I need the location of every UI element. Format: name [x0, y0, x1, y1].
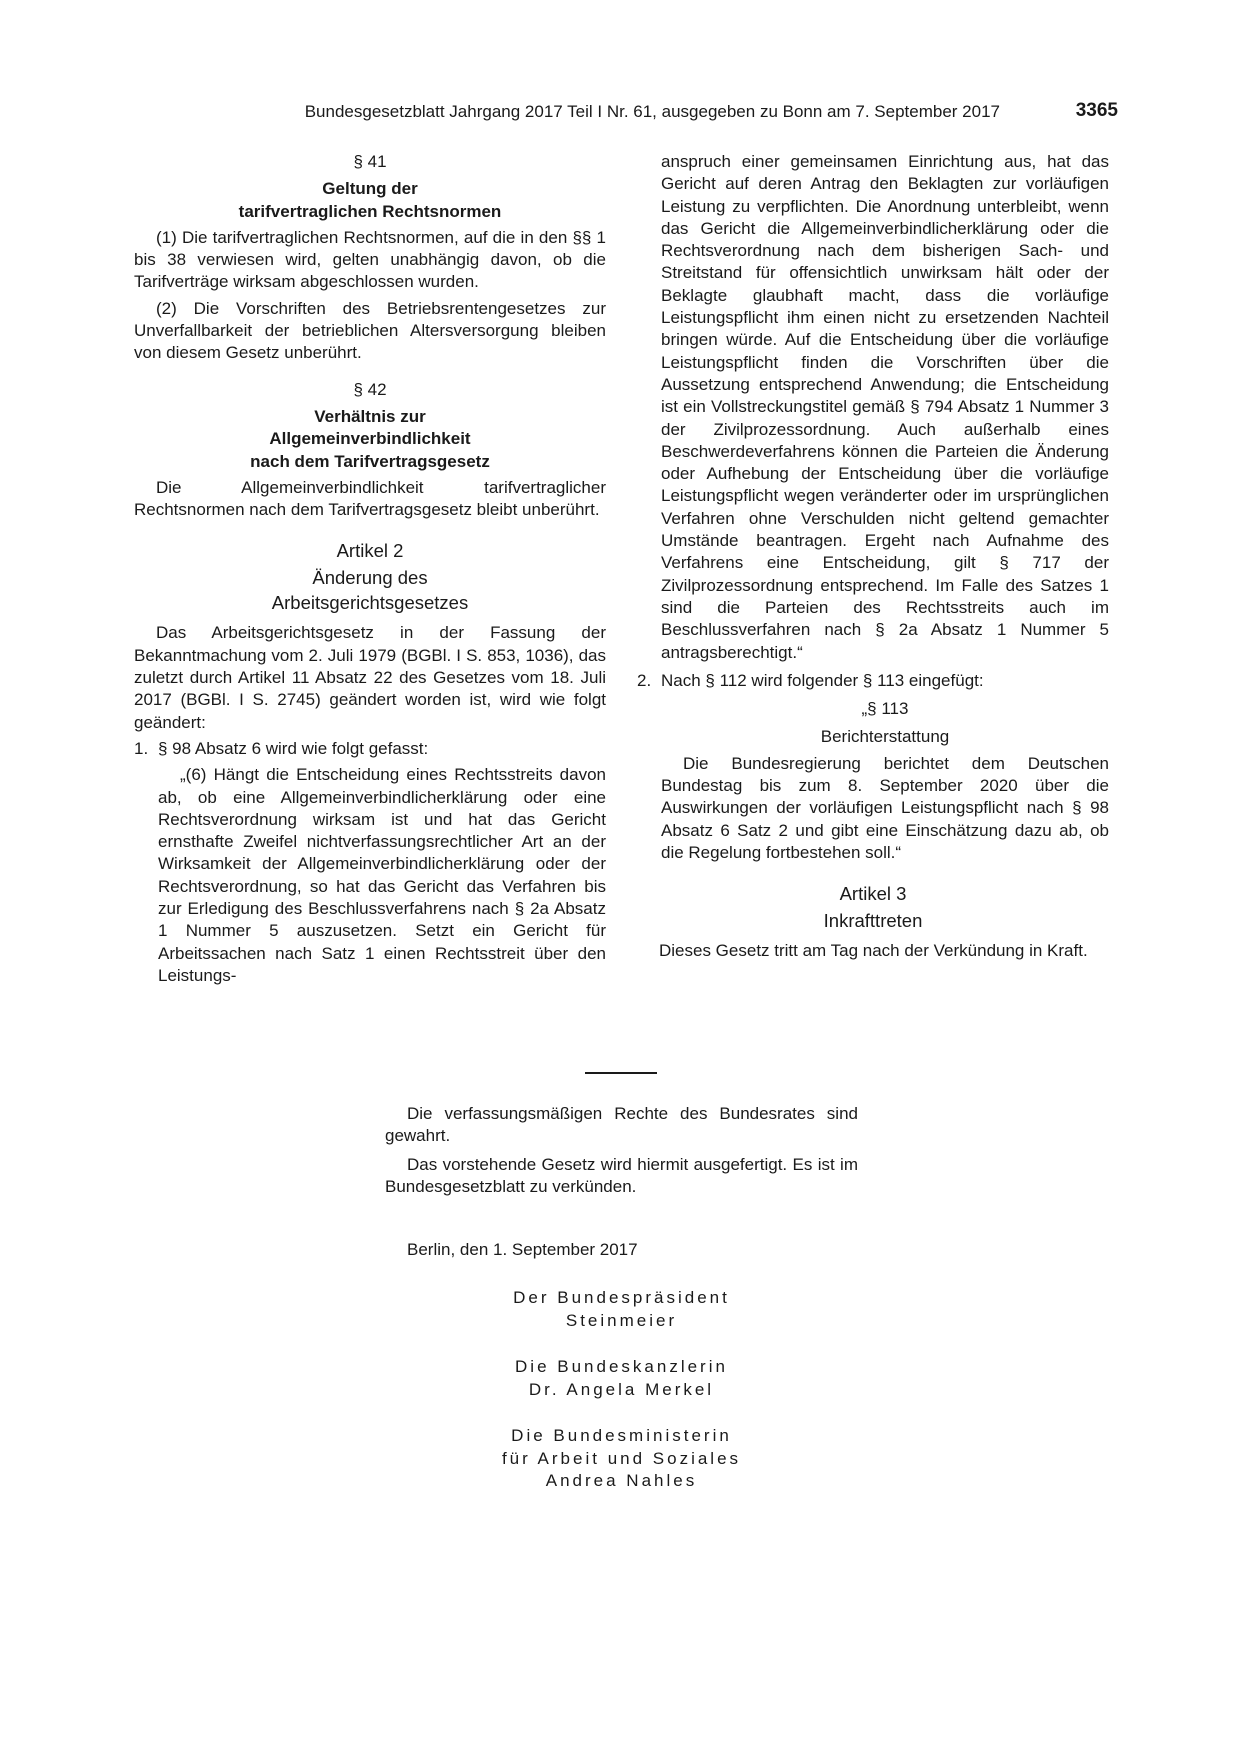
section-113-title: Berichterstattung — [820, 727, 950, 747]
article-2-intro: Das Arbeitsgerichtsgesetz in der Fassung der Bekanntmachung vom 2. Juli 1979 (BGBl. I S. 853, 1036), das zuletzt durch Artikel 11 Absatz 22 des Gesetzes vom 18. Juli 2017 (BGBl. I S. 2745) geändert worden ist, wird wie folgt geändert: — [134, 623, 606, 732]
signature-1-role: Der Bundespräsident — [513, 1288, 730, 1307]
item-1-number: 1. — [134, 738, 149, 758]
section-42-number: § 42 — [353, 379, 387, 399]
amendment-item-2 — [637, 670, 1109, 692]
amendment-item-1 — [134, 738, 606, 760]
section-42-title-line1: Verhältnis zur — [314, 406, 426, 426]
place-and-date: Berlin, den 1. September 2017 — [407, 1240, 638, 1259]
section-113-text: Die Bundesregierung berichtet dem Deutschen Bundestag bis zum 8. September 2020 über die Auswirkungen der vorläufigen Leistungspflicht nach § 98 Absatz 6 Satz 2 und gibt eine Einschätzung dazu ab, ob die Regelung fortbestehen soll.“ — [661, 753, 1109, 862]
section-113-block — [661, 698, 1109, 864]
article-2-title-line1: Änderung des — [312, 567, 428, 589]
section-42-title — [134, 406, 606, 473]
article-3-text: Dieses Gesetz tritt am Tag nach der Verkündung in Kraft. — [659, 941, 1088, 961]
left-column — [134, 151, 606, 987]
section-41-paragraph-1: (1) Die tarifvertraglichen Rechtsnormen, auf die in den §§ 1 bis 38 verwiesen wird, gelten unabhängig davon, ob die Tarifverträge wirksam abgeschlossen wurden. — [134, 227, 606, 292]
header-title: Bundesgesetzblatt Jahrgang 2017 Teil I Nr. 61, ausgegeben zu Bonn am 7. September 2017 — [304, 102, 1000, 121]
signature-2-role: Die Bundeskanzlerin — [515, 1357, 728, 1376]
page-number: 3365 — [1075, 100, 1118, 121]
signature-federal-minister — [385, 1425, 858, 1493]
signature-3-role-line1: Die Bundesministerin — [511, 1426, 732, 1445]
article-2-heading: Artikel 2 — [336, 540, 404, 562]
signature-3-role-line2: für Arbeit und Soziales — [501, 1448, 742, 1468]
item-2-text: Nach § 112 wird folgender § 113 eingefügt: — [661, 670, 984, 690]
closing-paragraph-2: Das vorstehende Gesetz wird hiermit ausgefertigt. Es ist im Bundesgesetzblatt zu verkünden. — [385, 1154, 858, 1196]
section-42-title-line3: nach dem Tarifvertragsgesetz — [250, 451, 490, 471]
signature-2-name: Dr. Angela Merkel — [528, 1379, 715, 1399]
page-header — [158, 100, 1118, 126]
section-41-title — [134, 178, 606, 223]
section-41-title-line2: tarifvertraglichen Rechtsnormen — [238, 201, 502, 221]
article-3-heading: Artikel 3 — [839, 883, 907, 905]
section-42-title-line2: Allgemeinverbindlichkeit — [269, 429, 471, 449]
section-113-number: „§ 113 — [861, 699, 909, 719]
item-1-text: § 98 Absatz 6 wird wie folgt gefasst: — [158, 738, 429, 758]
item-2-number: 2. — [637, 670, 652, 690]
section-41-number: § 41 — [353, 152, 387, 171]
section-divider — [585, 1072, 657, 1074]
article-3-title: Inkrafttreten — [823, 910, 923, 932]
closing-paragraph-1: Die verfassungsmäßigen Rechte des Bundesrates sind gewahrt. — [385, 1104, 858, 1146]
right-column — [637, 151, 1109, 963]
closing-block — [385, 1103, 858, 1198]
section-41-paragraph-2: (2) Die Vorschriften des Betriebsrentengesetzes zur Unverfallbarkeit der betrieblichen Altersversorgung bleiben von diesem Gesetz unberührt. — [134, 298, 606, 363]
signature-1-name: Steinmeier — [565, 1310, 678, 1330]
article-2-title — [134, 565, 606, 615]
item-1-quote-part-2: anspruch einer gemeinsamen Einrichtung aus, hat das Gericht auf deren Antrag den Beklagten zur vorläufigen Leistung zu verpflichten. Die Anordnung unterbleibt, wenn das Gericht die Allgemeinverbindlicherklärung oder die Rechtsverordnung nach dem bisherigen Sach- und Streitstand für offensichtlich unwirksam hält oder der Beklagte glaubhaft macht, dass die vorläufige Leistungspflicht ihm einen nicht zu ersetzenden Nachteil bringen würde. Auf die Entscheidung über die vorläufige Leistungspflicht finden die Vorschriften über die Aussetzung entsprechend Anwendung; die Entscheidung ist ein Vollstreckungstitel gemäß § 794 Absatz 1 Nummer 3 der Zivilprozessordnung. Auch außerhalb eines Beschwerdeverfahrens können die Parteien die Änderung oder Aufhebung der Entscheidung über die vorläufige Leistungspflicht wegen veränderter oder im ursprünglichen Verfahren ohne Verschulden nicht geltend gemachter Umstände beantragen. Ergeht nach Aufnahme des Verfahrens eine Entscheidung, gilt § 717 der Zivilprozessordnung entsprechend. Im Falle des Satzes 1 sind die Parteien des Rechtsstreits auch im Beschlussverfahren nach § 2a Absatz 1 Nummer 5 antragsberechtigt.“ — [661, 152, 1109, 662]
signature-federal-president — [385, 1287, 858, 1332]
section-41-title-line1: Geltung der — [322, 179, 418, 199]
signature-federal-chancellor — [385, 1356, 858, 1401]
item-1-quote-part-1: „(6) Hängt die Entscheidung eines Rechtsstreits davon ab, ob eine Allgemeinverbindlicherklärung oder eine Rechtsverordnung wirksam ist und hat das Gericht ernsthafte Zweifel nichtverfassungsrechtlicher Art an der Wirksamkeit der Allgemeinverbindlicherklärung oder der Rechtsverordnung, so hat das Gericht das Verfahren bis zur Erledigung des Beschlussverfahrens nach § 2a Absatz 1 Nummer 5 auszusetzen. Setzt ein Gericht für Arbeitssachen nach Satz 1 einen Rechtsstreit über den Leistungs- — [158, 765, 606, 985]
section-42-paragraph: Die Allgemeinverbindlichkeit tarifvertraglicher Rechtsnormen nach dem Tarifvertragsgesetz bleibt unberührt. — [134, 477, 606, 520]
article-2-title-line2: Arbeitsgerichtsgesetzes — [271, 592, 469, 614]
signature-3-name: Andrea Nahles — [545, 1471, 698, 1490]
